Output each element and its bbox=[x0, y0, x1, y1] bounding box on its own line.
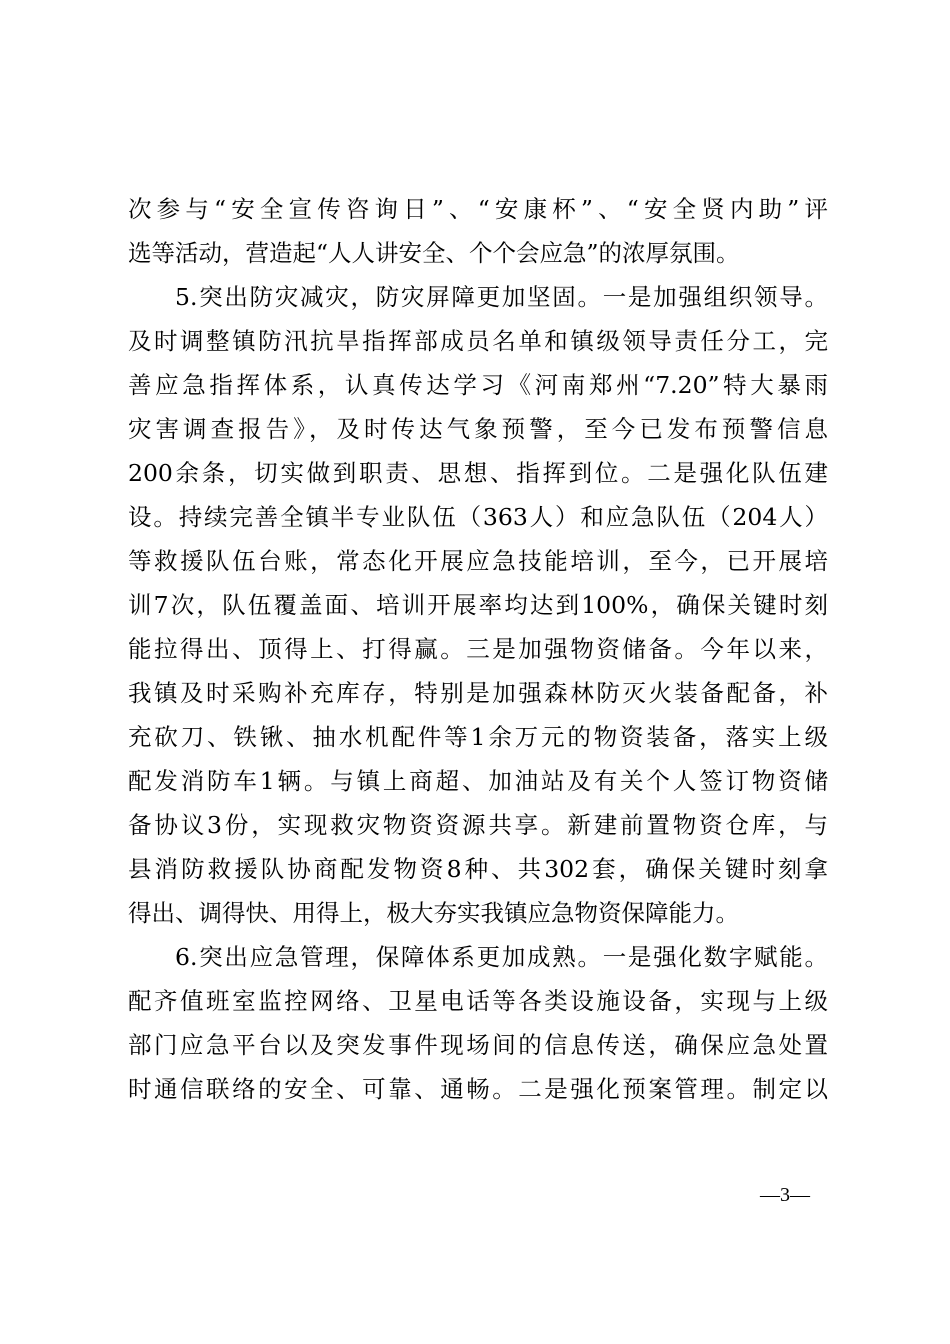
text-line: 我镇及时采购补充库存，特别是加强森林防灭火装备配备，补 bbox=[128, 679, 828, 707]
text-line: 得出、调得快、用得上，极大夯实我镇应急物资保障能力。 bbox=[128, 899, 739, 927]
text-line: 部门应急平台以及突发事件现场间的信息传送，确保应急处置 bbox=[128, 1031, 828, 1059]
page-number: —3— bbox=[760, 1184, 810, 1206]
section-heading-line: 5.突出防灾减灾，防灾屏障更加坚固。一是加强组织领导。 bbox=[175, 283, 828, 311]
text-line: 次参与“安全宣传咨询日”、“安康杯”、“安全贤内助”评 bbox=[128, 195, 828, 223]
text-line: 选等活动，营造起“人人讲安全、个个会应急”的浓厚氛围。 bbox=[128, 239, 740, 267]
text-line: 等救援队伍台账，常态化开展应急技能培训，至今，已开展培 bbox=[128, 547, 828, 575]
text-line: 能拉得出、顶得上、打得赢。三是加强物资储备。今年以来， bbox=[128, 635, 828, 663]
text-line: 时通信联络的安全、可靠、通畅。二是强化预案管理。制定以 bbox=[128, 1075, 828, 1103]
text-line: 灾害调查报告》，及时传达气象预警，至今已发布预警信息 bbox=[128, 415, 828, 443]
text-line: 200余条，切实做到职责、思想、指挥到位。二是强化队伍建 bbox=[128, 459, 828, 487]
text-line: 县消防救援队协商配发物资8种、共302套，确保关键时刻拿 bbox=[128, 855, 828, 883]
body-text bbox=[128, 187, 828, 1111]
text-line: 充砍刀、铁锹、抽水机配件等1余万元的物资装备，落实上级 bbox=[128, 723, 828, 751]
text-line: 配齐值班室监控网络、卫星电话等各类设施设备，实现与上级 bbox=[128, 987, 828, 1015]
text-line: 设。持续完善全镇半专业队伍（363人）和应急队伍（204人） bbox=[128, 503, 828, 531]
text-line: 及时调整镇防汛抗旱指挥部成员名单和镇级领导责任分工，完 bbox=[128, 327, 828, 355]
text-line: 配发消防车1辆。与镇上商超、加油站及有关个人签订物资储 bbox=[128, 767, 828, 795]
text-line: 训7次，队伍覆盖面、培训开展率均达到100%，确保关键时刻 bbox=[128, 591, 828, 619]
text-line: 善应急指挥体系，认真传达学习《河南郑州“7.20”特大暴雨 bbox=[128, 371, 828, 399]
section-heading-line: 6.突出应急管理，保障体系更加成熟。一是强化数字赋能。 bbox=[175, 943, 828, 971]
text-line: 备协议3份，实现救灾物资资源共享。新建前置物资仓库，与 bbox=[128, 811, 828, 839]
